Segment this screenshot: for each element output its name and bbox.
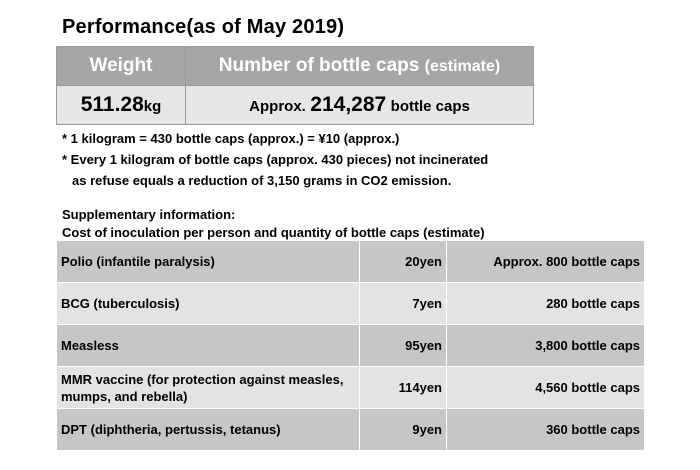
supplementary-heading: Supplementary information: — [62, 207, 236, 222]
caps-suffix: bottle caps — [390, 98, 470, 115]
caps-header-label: Number of bottle caps — [218, 55, 420, 76]
supplementary-subheading: Cost of inoculation per person and quantity of bottle caps (estimate) — [62, 225, 485, 240]
supplementary-heading-block — [62, 206, 485, 242]
note-line-1: * 1 kilogram = 430 bottle caps (approx.) = ¥10 (approx.) — [62, 131, 400, 146]
vaccine-caps: 280 bottle caps — [447, 283, 645, 325]
vaccine-name: BCG (tuberculosis) — [57, 283, 360, 325]
caps-prefix: Approx. — [249, 98, 306, 115]
vaccine-caps: 4,560 bottle caps — [447, 367, 645, 409]
table-row — [57, 409, 645, 451]
vaccine-name: MMR vaccine (for protection against measles, mumps, and rebella) — [57, 367, 360, 409]
weight-value: 511.28 — [80, 93, 144, 116]
table-row — [57, 325, 645, 367]
vaccine-name: Measless — [57, 325, 360, 367]
vaccine-cost: 9yen — [360, 409, 447, 451]
table-row — [57, 367, 645, 409]
table-row — [57, 283, 645, 325]
weight-header-label: Weight — [89, 55, 153, 76]
caps-header-note: (estimate) — [424, 58, 501, 75]
caps-value-cell — [186, 86, 534, 125]
inoculation-cost-table — [56, 240, 645, 451]
vaccine-caps: 360 bottle caps — [447, 409, 645, 451]
table-row — [57, 241, 645, 283]
page-title: Performance(as of May 2019) — [62, 16, 345, 38]
caps-value: 214,287 — [310, 93, 387, 116]
notes — [62, 128, 488, 191]
note-line-2: * Every 1 kilogram of bottle caps (approx. 430 pieces) not incinerated — [62, 152, 489, 167]
performance-table — [56, 46, 534, 125]
vaccine-caps: Approx. 800 bottle caps — [447, 241, 645, 283]
vaccine-name: DPT (diphtheria, pertussis, tetanus) — [57, 409, 360, 451]
caps-header — [186, 47, 534, 86]
weight-value-cell — [57, 86, 186, 125]
weight-unit: kg — [143, 98, 162, 115]
note-line-3: as refuse equals a reduction of 3,150 grams in CO2 emission. — [72, 173, 452, 188]
weight-header — [57, 47, 186, 86]
vaccine-cost: 95yen — [360, 325, 447, 367]
vaccine-cost: 114yen — [360, 367, 447, 409]
vaccine-caps: 3,800 bottle caps — [447, 325, 645, 367]
vaccine-cost: 7yen — [360, 283, 447, 325]
vaccine-cost: 20yen — [360, 241, 447, 283]
vaccine-name: Polio (infantile paralysis) — [57, 241, 360, 283]
